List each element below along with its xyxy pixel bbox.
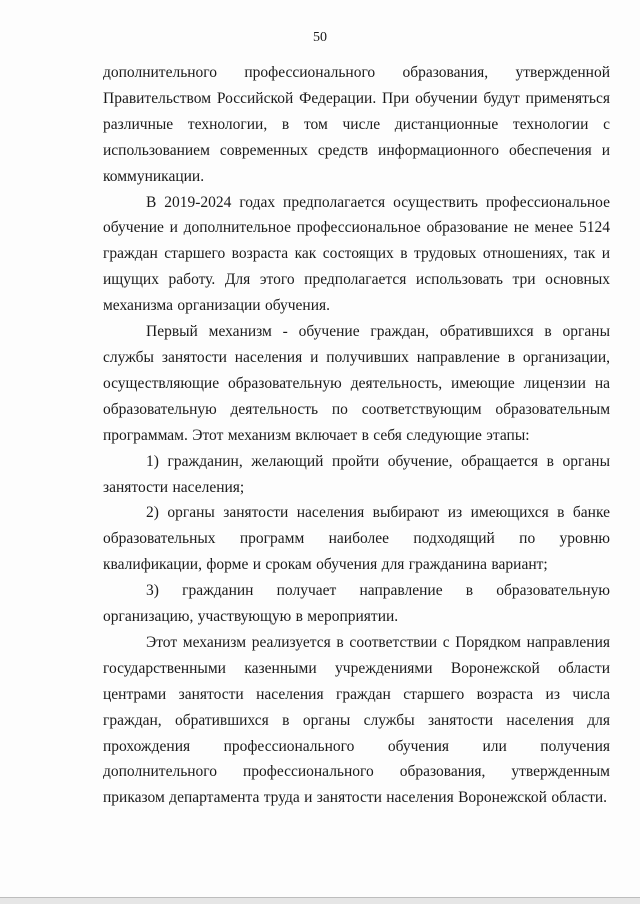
- list-item-step-2: 2) органы занятости населения выбирают из имеющихся в банке образовательных программ наиболее подходящий по уровню квалификации, форме и срокам обучения для гражданина вариант;: [103, 504, 610, 574]
- list-item-step-3: 3) гражданин получает направление в образовательную организацию, участвующую в мероприятии.: [103, 582, 610, 626]
- paragraph-training-plan: В 2019-2024 годах предполагается осуществить профессиональное обучение и дополнительное профессиональное образование не менее 5124 граждан старшего возраста как состоящих в трудовых отношениях, так и ищущих работу. Для этого предполагается использовать три основных механизма организации обучения.: [103, 193, 610, 315]
- list-item-step-1: 1) гражданин, желающий пройти обучение, обращается в органы занятости населения;: [103, 452, 610, 496]
- document-body: [103, 60, 610, 811]
- paragraph-first-mechanism: Первый механизм - обучение граждан, обратившихся в органы службы занятости населения и получивших направление в организации, осуществляющие образовательную деятельность, имеющие лицензии на образовательную деятельность по соответствующим образовательным программам. Этот механизм включает в себя следующие этапы:: [103, 323, 610, 444]
- paragraph-continuation: дополнительного профессионального образования, утвержденной Правительством Российской Федерации. При обучении будут применяться различные технологии, в том числе дистанционные технологии с использованием современных средств информационного обеспечения и коммуникации.: [103, 64, 610, 185]
- paragraph-procedure: Этот механизм реализуется в соответствии с Порядком направления государственными казенными учреждениями Воронежской области центрами занятости населения граждан старшего возраста из числа граждан, обратившихся в органы службы занятости населения для прохождения профессионального обучения или получения дополнительного профессионального образования, утвержденным приказом департамента труда и занятости населения Воронежской области.: [103, 633, 610, 807]
- page-number: 50: [313, 30, 327, 45]
